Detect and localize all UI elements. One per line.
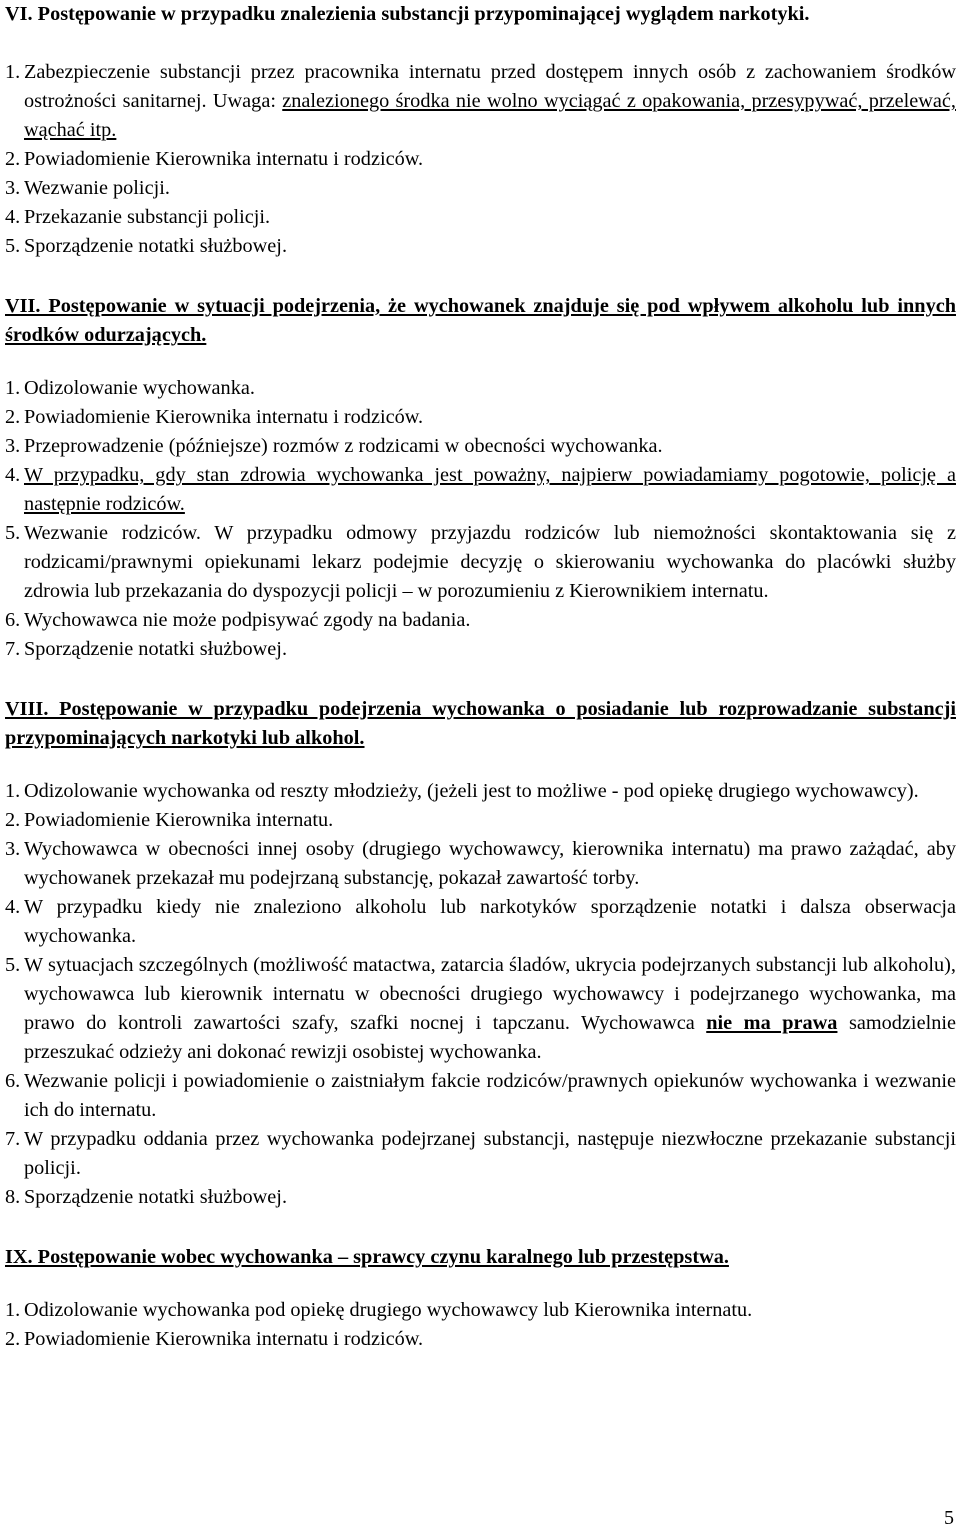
list-item-text: Sporządzenie notatki służbowej. — [24, 1186, 288, 1208]
list-item — [5, 145, 956, 174]
list-item-number: 2. — [5, 809, 21, 831]
list-item-text: Przeprowadzenie (późniejsze) rozmów z rodzicami w obecności wychowanka. — [24, 435, 663, 457]
list-item-number: 2. — [5, 406, 21, 428]
list-item-text: Wezwanie policji i powiadomienie o zaistniałym fakcie rodziców/prawnych opiekunów wychowanka i wezwanie ich do internatu. — [24, 1070, 956, 1121]
list-item-text: W przypadku oddania przez wychowanka podejrzanej substancji, następuje niezwłoczne przekazanie substancji policji. — [24, 1128, 956, 1179]
list-item-text: Sporządzenie notatki służbowej. — [24, 638, 288, 660]
list-item — [5, 519, 956, 606]
list-item-number: 4. — [5, 464, 21, 486]
section-vi — [5, 0, 956, 261]
list-item-number: 5. — [5, 522, 21, 544]
list-item-text: Powiadomienie Kierownika internatu. — [24, 809, 334, 831]
list-item — [5, 58, 956, 145]
list-item-number: 8. — [5, 1186, 21, 1208]
list-item — [5, 635, 956, 664]
list-item-text: W sytuacjach szczególnych (możliwość matactwa, zatarcia śladów, ukrycia podejrzanych substancji lub alkoholu), wychowawca lub kierownik internatu w obecności drugiego wychowawcy i podejrzanego wychowanka, ma prawo do kontroli zawartości szafy, szafki nocnej i tapczanu. Wychowawca — [24, 954, 956, 1034]
list-item — [5, 461, 956, 519]
list-item — [5, 835, 956, 893]
list-item-text: Wychowawca nie może podpisywać zgody na badania. — [24, 609, 471, 631]
list-item-number: 4. — [5, 206, 21, 228]
section-vii — [5, 292, 956, 664]
list-item-text: znalezionego środka nie wolno wyciągać z opakowania, przesypywać, przelewać, wąchać itp. — [24, 90, 956, 141]
list-item — [5, 1325, 956, 1354]
list-item-number: 1. — [5, 780, 21, 802]
list-item — [5, 806, 956, 835]
list-item-text: Zabezpieczenie substancji przez pracownika internatu przed dostępem innych osób z zachowaniem środków ostrożności sanitarnej. Uwaga: — [24, 61, 956, 112]
list-item-number: 3. — [5, 177, 21, 199]
page-number: 5 — [944, 1507, 954, 1529]
list-item-text: samodzielnie przeszukać odzieży ani dokonać rewizji osobistej wychowanka. — [24, 1012, 956, 1063]
list-item — [5, 1125, 956, 1183]
list-item — [5, 893, 956, 951]
list-item-text: Wychowawca w obecności innej osoby (drugiego wychowawcy, kierownika internatu) ma prawo zażądać, aby wychowanek przekazał mu podejrzaną substancję, pokazał zawartość torby. — [24, 838, 956, 889]
list-item-number: 5. — [5, 235, 21, 257]
section-list — [5, 777, 956, 1212]
list-item — [5, 174, 956, 203]
list-item-number: 5. — [5, 954, 21, 976]
section-list — [5, 1296, 956, 1354]
list-item-text: nie ma prawa — [706, 1012, 838, 1034]
list-item-text: Przekazanie substancji policji. — [24, 206, 271, 228]
list-item-text: Wezwanie policji. — [24, 177, 170, 199]
section-viii — [5, 695, 956, 1212]
list-item-text: Powiadomienie Kierownika internatu i rodziców. — [24, 1328, 424, 1350]
list-item-number: 3. — [5, 435, 21, 457]
section-list — [5, 374, 956, 664]
list-item-number: 1. — [5, 1299, 21, 1321]
list-item-text: W przypadku kiedy nie znaleziono alkoholu lub narkotyków sporządzenie notatki i dalsza obserwacja wychowanka. — [24, 896, 956, 947]
section-ix — [5, 1243, 956, 1354]
list-item — [5, 232, 956, 261]
list-item — [5, 606, 956, 635]
section-heading: VI. Postępowanie w przypadku znalezienia substancji przypominającej wyglądem narkotyki. — [5, 3, 810, 25]
list-item-number: 6. — [5, 1070, 21, 1092]
list-item — [5, 374, 956, 403]
list-item-text: Sporządzenie notatki służbowej. — [24, 235, 288, 257]
section-list — [5, 58, 956, 261]
list-item-number: 1. — [5, 61, 21, 83]
list-item-number: 4. — [5, 896, 21, 918]
list-item-number: 2. — [5, 1328, 21, 1350]
list-item-number: 3. — [5, 838, 21, 860]
list-item — [5, 403, 956, 432]
list-item-text: Powiadomienie Kierownika internatu i rodziców. — [24, 406, 424, 428]
list-item-text: W przypadku, gdy stan zdrowia wychowanka jest poważny, najpierw powiadamiamy pogotowie, policję a następnie rodziców. — [24, 464, 956, 515]
list-item-text: Powiadomienie Kierownika internatu i rodziców. — [24, 148, 424, 170]
list-item — [5, 777, 956, 806]
list-item-number: 6. — [5, 609, 21, 631]
list-item-text: Odizolowanie wychowanka pod opiekę drugiego wychowawcy lub Kierownika internatu. — [24, 1299, 753, 1321]
section-heading: VII. Postępowanie w sytuacji podejrzenia, że wychowanek znajduje się pod wpływem alkoholu lub innych środków odurzających. — [5, 295, 956, 346]
list-item-number: 7. — [5, 1128, 21, 1150]
list-item-number: 1. — [5, 377, 21, 399]
list-item — [5, 1183, 956, 1212]
list-item-number: 2. — [5, 148, 21, 170]
list-item — [5, 1296, 956, 1325]
list-item-text: Wezwanie rodziców. W przypadku odmowy przyjazdu rodziców lub niemożności skontaktowania się z rodzicami/prawnymi opiekunami lekarz podejmie decyzję o skierowaniu wychowanka do placówki służby zdrowia lub przekazania do dyspozycji policji – w porozumieniu z Kierownikiem internatu. — [24, 522, 956, 602]
list-item — [5, 1067, 956, 1125]
list-item — [5, 203, 956, 232]
section-heading: IX. Postępowanie wobec wychowanka – sprawcy czynu karalnego lub przestępstwa. — [5, 1246, 729, 1268]
list-item — [5, 432, 956, 461]
list-item-text: Odizolowanie wychowanka od reszty młodzieży, (jeżeli jest to możliwe - pod opiekę drugiego wychowawcy). — [24, 780, 919, 802]
list-item-number: 7. — [5, 638, 21, 660]
list-item — [5, 951, 956, 1067]
list-item-text: Odizolowanie wychowanka. — [24, 377, 255, 399]
section-heading: VIII. Postępowanie w przypadku podejrzenia wychowanka o posiadanie lub rozprowadzanie substancji przypominających narkotyki lub alkohol. — [5, 698, 956, 749]
